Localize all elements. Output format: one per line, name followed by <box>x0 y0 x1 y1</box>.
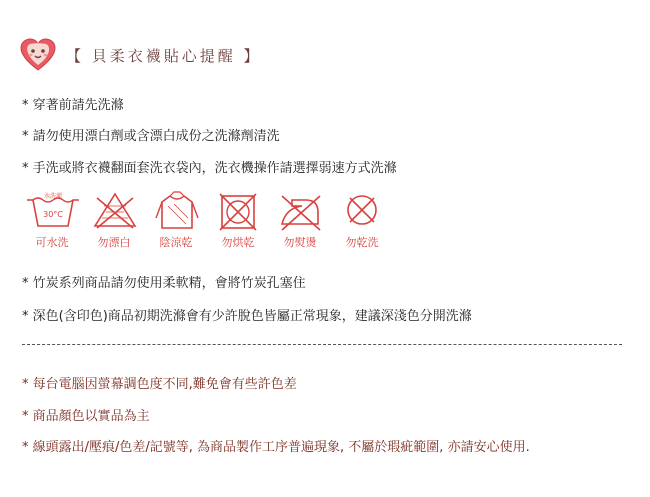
note-wash-before-wear: * 穿著前請先洗滌 <box>22 98 124 113</box>
temp-text: 30°C <box>43 210 63 219</box>
care-label-no-dry-clean: 勿乾洗 <box>345 236 379 249</box>
care-label-shade-dry: 陰涼乾 <box>159 236 193 249</box>
care-item-no-iron <box>272 190 334 252</box>
no-bleach-icon <box>86 190 148 234</box>
care-label-no-bleach: 勿漂白 <box>97 236 131 249</box>
page-title: 【 貝柔衣襪貼心提醒 】 <box>66 46 262 65</box>
shade-dry-icon <box>148 190 210 234</box>
header <box>20 38 262 72</box>
care-label-no-tumble-dry: 勿烘乾 <box>221 236 255 249</box>
note-bamboo-softener: * 竹炭系列商品請勿使用柔軟精，會將竹炭孔塞住 <box>22 276 306 291</box>
no-iron-icon <box>272 190 334 234</box>
care-item-hand-wash <box>24 190 86 252</box>
care-item-shade-dry <box>148 190 210 252</box>
no-dry-clean-icon <box>334 190 396 234</box>
care-item-no-bleach <box>86 190 148 252</box>
note-no-bleach: * 請勿使用漂白劑或含漂白成份之洗滌劑清洗 <box>22 129 280 144</box>
note-manufacturing: * 線頭露出/壓痕/色差/記號等, 為商品製作工序普遍現象, 不屬於瑕疵範圍, 亦請安心使用. <box>22 440 530 455</box>
note-actual-color: * 商品顏色以實品為主 <box>22 409 150 424</box>
tub-text: 水洗濯 <box>43 193 63 200</box>
smiling-heart-icon <box>20 38 56 72</box>
note-hand-wash: * 手洗或將衣襪翻面套洗衣袋內，洗衣機操作請選擇弱速方式洗滌 <box>22 161 397 176</box>
hand-wash-tub-icon <box>24 190 86 234</box>
care-label-no-iron: 勿熨燙 <box>283 236 317 249</box>
note-screen-color: * 每台電腦因螢幕調色度不同,難免會有些許色差 <box>22 377 297 392</box>
note-dark-color-fading: * 深色(含印色)商品初期洗滌會有少許脫色皆屬正常現象，建議深淺色分開洗滌 <box>22 309 472 324</box>
care-label-hand-wash: 可水洗 <box>35 236 69 249</box>
care-item-no-tumble-dry <box>210 190 272 252</box>
dashed-divider <box>22 344 622 345</box>
no-tumble-dry-icon <box>210 190 272 234</box>
care-icons-row <box>24 190 396 252</box>
care-item-no-dry-clean <box>334 190 396 252</box>
